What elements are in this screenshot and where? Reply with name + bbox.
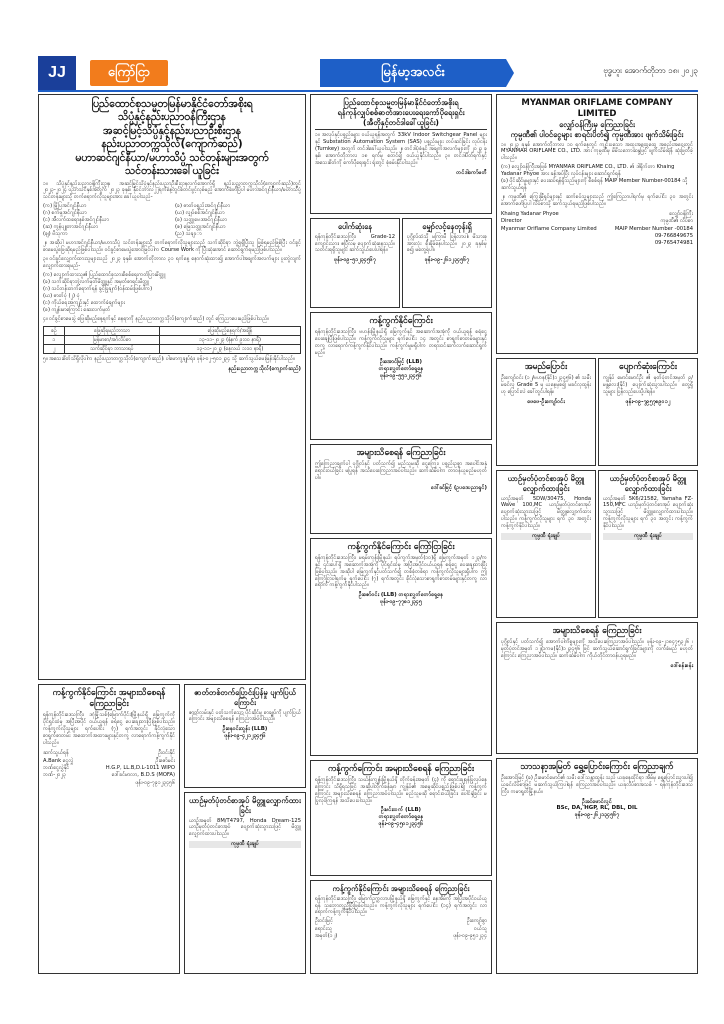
notice-paragraph: ၃။ ဝင်ခွင့်လျှောက်ထားသူများသည် ၂၀၂၃ ခုနှစ်၊ အောက်တိုဘာလ ၃၁ ရက်နေ့ နောက်ဆုံးထား၍ အောက်ပါအချက်အလက်များ ပူးတွဲလျက် လျှောက်ထားရမည်- bbox=[43, 256, 301, 269]
notice-title: ပျောက်ဆုံးကြောင်း bbox=[619, 362, 677, 372]
list-item: (ခ) ဓာတ်ပစ္စည်းအင်ဂျင်နီယာ bbox=[175, 203, 231, 210]
notice-title: (အီတိုနှင့်တင်ဒါခေါ်ယူခြင်း) bbox=[363, 117, 439, 127]
exam-schedule-table bbox=[43, 326, 301, 355]
notice-title: ပြည်ထောင်စုသမ္မတမြန်မာနိုင်ငံတော်အစိုးရ bbox=[343, 98, 459, 107]
notice-body: ဤကြေညာချက်ပါ ပုဂ္ဂိုလ်နှင့် ပတ်သက်၍ မည်သူမဆို ငွေကြေး၊ ပစ္စည်းဥစ္စာ အပေါင်အနှံ ရောင်းဝယ်ခြင်း မပြုရန် အသိပေးကြေညာအပ်ပါသည်။ ဆက်ဆံမိပါက တာဝန်ယူမည်မဟုတ်ပါ။ bbox=[315, 461, 487, 481]
contact-row: A.Bank ငွေလွှဲ ဦးဇော်မင်း bbox=[43, 757, 175, 764]
notice-title: ကန့်ကွက်နိုင်ကြောင်း အများသိစေရန် ကြေညာခြင်း bbox=[52, 688, 166, 710]
relocation-notice bbox=[496, 758, 698, 974]
notice-subtitle: လျှော်ဝန်ကြီးမှ ကြေညာခြင်း bbox=[559, 120, 635, 130]
notice-body: ၁။ ၂၀၂၃ ခုနှစ် အောက်တိုဘာလ ၁၀ ရက်နေ့တွင် ကျင်းပသော အထူးအထွေထွေ အစည်းအဝေးတွင် MYANMAR ORIFLAME CO., LTD. အား ကုမ္ပဏီမှ မိမိသဘောဆန္ဒဖြင့် ဖျက်သိမ်းရန် ဆုံးဖြတ်ခဲ့ပါသည်။ bbox=[501, 141, 693, 162]
university-admission-notice bbox=[38, 94, 306, 680]
notice-title: ယာဉ်မှတ်ပုံတင်စာအုပ် မိတ္တူလျှောက်ထားခြင်း bbox=[189, 796, 301, 815]
notice-title: သာသနာ့အမြတ် ရွှေ့ပြောင်းကြောင်း ကြေညာချက် bbox=[520, 762, 674, 772]
vehicle-registration-notice bbox=[598, 470, 698, 618]
contact-row: Myanmar Oriflame Company Limited MAIP Member Number -00184 bbox=[501, 225, 693, 232]
notice-body: ယာဉ်အမှတ် 5K6/21582, Yamaha FZ-150,MFC ယာဉ်မှတ်ပုံတင်စာအုပ် ပျောက်ဆုံးသွားသဖြင့် မိတ္တူလျှောက်ထားပါသည်။ ကန့်ကွက်လိုသူများ ရက် ၃၀ အတွင်း ကန့်ကွက်နိုင်ပါသည်။ bbox=[603, 495, 693, 529]
issue-date: ဗုဒ္ဓဟူး အောက်တိုဘာ ၁၈၊ ၂၀၂၃ bbox=[603, 66, 698, 75]
notice-body: ရန်ကုန်တိုင်းဒေသကြီး၊ ဒဂုံမြို့သစ်(မြောက်ပိုင်း)မြို့နယ်ရှိ မြေကွက်ကို ပိုင်ရှင်ထံမှ အပြီးအပိုင် ဝယ်ယူရန် စရံငွေ ပေးချေထားပြီးဖြစ်ပါသည်။ ကန့်ကွက်လိုသူများ ရက်ပေါင်း (၇) ရက်အတွင်း ခိုင်လုံသော စာရွက်စာတမ်း အထောက်အထားများနှင့်တကွ လာရောက်ကန့်ကွက်နိုင်ပါသည်။ bbox=[43, 712, 175, 746]
table-header: စဉ် bbox=[44, 326, 65, 335]
notice-signature: ကုမ္ပဏီ ရုံးချုပ် bbox=[189, 841, 301, 848]
notice-body: ယာဉ်အမှတ် 8M/T4797, Honda Dream-125 ယာဉ်မှတ်ပုံတင်စာအုပ် ပျောက်ဆုံးသွားသဖြင့် မိတ္တူလျှောက်ထားပါသည်။ bbox=[189, 817, 301, 838]
header-divider bbox=[38, 90, 698, 92]
missing-person-notice bbox=[310, 218, 400, 308]
contact-row: ဘဏ်ငွေလွှဲနိုင် H.G.P, LL.B,D.L-1011 WIPO bbox=[43, 764, 175, 771]
objection-notice bbox=[310, 312, 492, 440]
notice-signature: ဦးနေဝင်းထွန်း (LLB) ဖုန်း-၀၉-၄၂၁၂၃၄၅၆ bbox=[222, 726, 268, 739]
notice-title: ပြည်ထောင်စုသမ္မတမြန်မာနိုင်ငံတော်အစိုးရ သိပ္ပံနှင့်နည်းပညာဝန်ကြီးဌာန အဆင့်မြင့်သိပ္ပံနှင့်နည်းပညာဦးစီးဌာန နည်းပညာတက္ကသိုလ်(ကျောက်ဆည်) မဟာဆင်ဂျင်နီယာ/မဟာသိပ္ပံ သင်တန်းများအတွက် သင်တန်းသားခေါ်ယူခြင်း bbox=[75, 98, 269, 178]
notice-body: ကျွန်ုပ် မောင်မောင်ဦး ၏ မှတ်ပုံတင်အမှတ် ၉/မန္တလေး(နိုင်) ပျောက်ဆုံးသွားပါသည်။ တွေ့ရှိသူများ ပြန်လည်ပေးပို့ပါရန်။ bbox=[603, 375, 693, 395]
notice-body: ၁။ အလုပ်နှင့်ပစ္စည်းများ ဝယ်ယူရန်အတွက် 33kV Indoor Switchgear Panel များနှင့် Substation Automation System (SAS) ပစ္စည်းများ တပ်ဆင်ခြင်း လုပ်ငန်း (Turnkey) အတွက် တင်ဒါခေါ်ယူပါသည်။ ၂။ တင်ဒါပုံစံနှင့် အချက်အလက်များကို ၂၀၂၃ ခုနှစ်၊ အောက်တိုဘာလ ၁၈ ရက်မှ စတင်၍ ဝယ်ယူနိုင်ပါသည်။ ၃။ တင်ဒါပိတ်ရက်နှင့် အသေးစိတ်ကို ကော်ပိုရေးရှင်း ရုံးတွင် စုံစမ်းနိုင်ပါသည်။ bbox=[315, 132, 487, 166]
notice-paragraph: ၄။ ဝင်ခွင့်စာမေးပွဲ ဖြေဆိုမည့်နေ့ရက်နှင့် နေရာကို နည်းပညာတက္ကသိုလ်(ကျောက်ဆည်) တွင် ကြေညာပေးမည်ဖြစ်ပါသည်။ bbox=[43, 315, 269, 322]
notice-signature: နည်းပညာတက္ကသိုလ်(ကျောက်ဆည်) bbox=[228, 366, 301, 373]
list-item: (ခ) သက်ဆိုင်ရာဘွဲ့လက်မှတ်မိတ္တူနှင့် အမှတ်စာရင်းမိတ္တူ bbox=[43, 278, 149, 285]
objection-notice bbox=[310, 538, 492, 756]
course-list bbox=[43, 203, 301, 238]
notice-signature: ဦးခင်မောင်လွင် BSc, DA, HGP, RL, DBL, DIL ဖုန်း-၀၉-၂၆၂၁၃၄၅၆၇ bbox=[556, 798, 638, 819]
list-item: (င) အီလက်ထရောနစ်အင်ဂျင်နီယာ bbox=[43, 217, 109, 224]
public-warning-notice bbox=[496, 622, 698, 754]
power-tender-notice bbox=[310, 94, 492, 214]
company-name: MYANMAR ORIFLAME COMPANY LIMITED bbox=[521, 98, 673, 120]
contact-block bbox=[501, 211, 693, 247]
list-item: (က) မြို့ပြအင်ဂျင်နီယာ bbox=[43, 203, 87, 210]
vehicle-registration-notice bbox=[496, 470, 596, 618]
notice-body: ရန်ကုန်တိုင်းဒေသကြီး၊ ဗဟန်းမြို့နယ်ရှိ မြေကွက်နှင့် အဆောက်အအုံကို ဝယ်ယူရန် စရံငွေပေးချေပြီးဖြစ်ပါသည်။ ကန့်ကွက်လိုသူများ ရက်ပေါင်း ၁၄ အတွင်း စာရွက်စာတမ်းများနှင့်တကွ လာရောက်ကန့်ကွက်နိုင်ပါသည်။ ကန့်ကွက်မှုမရှိပါက တရားဝင်ဆက်လက်ဆောင်ရွက်မည်။ bbox=[315, 329, 487, 356]
table-header: ဖြေဆိုမည့်နေ့ရက်/အချိန် bbox=[160, 326, 301, 335]
list-item: (ဆ) ကွန်ပျူတာအင်ဂျင်နီယာ bbox=[43, 224, 99, 231]
list-item: (စ) ကျန်းမာကြောင်း ဆေးလက်မှတ် bbox=[43, 306, 111, 313]
objection-notice bbox=[310, 880, 492, 974]
contact-row: 09-765474981 bbox=[654, 240, 693, 247]
table-row: ၂ သက်ဆိုင်ရာ ဘာသာရပ် ၁၃-၁၁-၂၀၂၃ (နေ့လယ် ၁:၀၀ နာရီ) bbox=[44, 345, 301, 354]
notice-signature: ဦးအောင်မြင့် (LLB) တရားလွှတ်တော်ရှေ့နေ ဖုန်း-၀၉-၅၅၁၂၃၄၅၆ bbox=[378, 359, 424, 379]
notice-body: ရန်ကုန်တိုင်းဒေသကြီး၊ သင်္ဃန်းကျွန်းမြို့နယ်ရှိ တိုက်ခန်းအမှတ် (၄) ကို ရောင်းချရန်ပြုလုပ်နေကြောင်း သိရှိရသဖြင့် အဆိုပါတိုက်ခန်းမှာ ကျွန်ုပ်၏ အမွေဆိုင်ပစ္စည်းဖြစ်ပါ၍ ကန့်ကွက်ကြောင်း အများသိစေရန် ကြေညာအပ်ပါသည်။ မည်သူမဆို ရောင်းဝယ်ခြင်း၊ ပေါင်နှံခြင်း မပြုလုပ်ကြရန် အသိပေးပါသည်။ bbox=[315, 777, 487, 804]
notice-body: ယာဉ်အမှတ် 5DW/30475, Honda Wave 100,MC ယာဉ်မှတ်ပုံတင်စာအုပ် ပျောက်ဆုံးသွားသဖြင့် မိတ္တူလျှောက်ထားပါသည်။ ကန့်ကွက်လိုသူများ ရက် ၃၀ အတွင်း ကန့်ကွက်နိုင်ပါသည်။ bbox=[501, 495, 591, 529]
list-item: (င) ကိုယ်ရေးအကျဉ်းနှင့် ထောက်ခံချက်များ bbox=[43, 299, 125, 306]
notice-signature: ဖေဖေ-ဦးကျော်ဝင်း bbox=[527, 398, 565, 405]
vehicle-registration-notice bbox=[184, 792, 306, 974]
objection-notice bbox=[310, 760, 492, 876]
missing-person-notice bbox=[402, 218, 492, 308]
notice-body: ရန်ကုန်တိုင်းဒေသကြီး၊ မြောက်ဥက္ကလာပမြို့နယ်ရှိ မြေကွက်နှင့် နေအိမ်ကို အပြီးအပိုင်ဝယ်ယူရန် သဘောတူညီပြီးဖြစ်ပါသည်။ ကန့်ကွက်လိုသူများ ရက်ပေါင်း (၁၄) ရက်အတွင်း လာရောက်ကန့်ကွက်နိုင်ပါသည်။ bbox=[315, 895, 487, 916]
contact-block bbox=[315, 918, 487, 940]
contact-row: ဆက်သွယ်ရန် ဦးဝင်းနိုင် bbox=[43, 750, 175, 757]
notice-title: အများသိစေရန် ကြေညာခြင်း bbox=[552, 626, 642, 636]
notice-paragraph: ၅။ အသေးစိတ်သိရှိလိုပါက နည်းပညာတက္ကသိုလ်(ကျောက်ဆည်)၊ ပါမောက္ခချုပ်ရုံး၊ ဖုန်း-၀၂-၅၀၁၂၃၄ သို့ ဆက်သွယ်မေးမြန်းနိုင်ပါသည်။ bbox=[43, 356, 295, 363]
oriflame-liquidation-notice bbox=[496, 94, 698, 354]
list-item: (ည) သချၤာ bbox=[175, 231, 202, 238]
notice-signature: ကုမ္ပဏီ ရုံးချုပ် bbox=[603, 533, 693, 540]
list-item: (ခ) ပိုင်ဆိုင်မှုများနှင့် ပေးဆပ်ရန်ရှိသည်များကို စိစစ်ရန် MAIP Member Number-00184 သို့ ဆက်သွယ်ရန် bbox=[501, 178, 688, 192]
list-item: (က) လျှောက်ထားသူ၏ ပြည်ထောင်စုသားစိစစ်ရေးကတ်ပြားမိတ္တူ bbox=[43, 271, 166, 278]
notice-body: ရန်ကုန်တိုင်းဒေသကြီး၊ မရမ်းကုန်းမြို့နယ်၊ ရပ်ကွက်အမှတ်(၁၀)ရှိ မြေကွက်အမှတ် ၁၂၃/က နှင့် ၎င်းပေါ်ရှိ အဆောက်အအုံကို ပိုင်ရှင်ထံမှ အပြီးအပိုင်ဝယ်ယူရန် စရံငွေ ပေးချေထားပြီးဖြစ်ပါသည်။ အဆိုပါ မြေကွက်နှင့်ပတ်သက်၍ တစ်စုံတစ်ရာ ကန့်ကွက်လိုသူများရှိပါက ဤကြော်ငြာပါရက်မှ ရက်ပေါင်း (၇) ရက်အတွင်း ခိုင်လုံသောစာရွက်စာတမ်းများနှင့်တကွ လာရောက် ကန့်ကွက်နိုင်ပါသည်။ bbox=[315, 555, 487, 589]
newspaper-logo: မြန်မာ့အလင်း bbox=[320, 59, 506, 87]
notice-signature: ကုမ္ပဏီ ရုံးချုပ် bbox=[501, 533, 591, 540]
contact-row: Khaing Yadanar Phyoe လျှော်ဝန်ကြီး bbox=[501, 210, 693, 217]
notice-body: ရန်ကုန်တိုင်းဒေသကြီး၊ Grade-12 ကျောင်းသား၊ ဧပြီလမှ ပျောက်ဆုံးနေသည်။ သတင်းရရှိသူများ ဆက်သွယ်ပေးပါရန်။ bbox=[315, 233, 395, 254]
list-item: (စ) သတ္တုဗေဒအင်ဂျင်နီယာ bbox=[175, 217, 228, 224]
notice-title: ပေါက်ဆုံးနေ bbox=[337, 222, 373, 231]
table-header: ဖြေဆိုရမည့်ဘာသာ bbox=[64, 326, 159, 335]
name-change-notice bbox=[496, 358, 596, 466]
list-item: (ဃ) လျှပ်စစ်အင်ဂျင်နီယာ bbox=[175, 210, 225, 217]
cancellation-notice bbox=[184, 684, 306, 788]
notice-body: ဦးအောင်မြင့် (ခ) ဦးမောင်မောင်၏ သမီး ဒေါ်သန္တာထွန်း သည် ယခုနေထိုင်ရာ အိမ်မှ ရွှေ့ပြောင်းသွားပါ၍ ယခင်လိပ်စာဖြင့် မဆက်သွယ်ကြပါရန် ကြေညာအပ်ပါသည်။ ယခုလိပ်စာအသစ် - ရန်ကုန်တိုင်းဒေသကြီး၊ ကမာရွတ်မြို့နယ်။ bbox=[501, 775, 694, 795]
page-header bbox=[38, 56, 698, 90]
notice-title: အမည်ပြောင်း bbox=[524, 362, 568, 372]
notice-intro: ၁။ သိပ္ပံနှင့်နည်းပညာဝန်ကြီးဌာန၊ အဆင့်မြင့်သိပ္ပံနှင့်နည်းပညာဦးစီးဌာနလက်အောက်ရှိ နည်းပညာတက္ကသိုလ်(ကျောက်ဆည်)တွင် ၂၀၂၃-၂၀၂၄ ပညာသင်နှစ်အတွက် ၂၀၂၃ ခုနှစ်၊ နိုဝင်ဘာလ၂၂ရက်နေ့တွင်စတင်ဖွင့်လှစ်မည့် အောက်ဖော်ပြပါ မဟာအင်ဂျင်နီယာ/မဟာသိပ္ပံ သင်တန်းများသို့ တက်ရောက်လိုသူများအား ခေါ်ယူပါသည်- bbox=[43, 180, 301, 201]
contact-row: ဖုန်း-၀၉-၇၉၁၂၃၄၅၆ bbox=[135, 779, 175, 786]
notice-signature: တင်ဒါကော်မတီ bbox=[456, 169, 487, 176]
lost-item-notice bbox=[598, 358, 698, 466]
notice-signature: ဦးဇော်ဝင်း (LLB) တရားလွှတ်တော်ရှေ့နေ ဖုန်း-၀၉-၇၇၈၁၂၃၄၅ bbox=[358, 592, 444, 606]
requirement-list bbox=[43, 272, 301, 314]
notice-signature: ဦးမင်းထက် (LLB) တရားလွှတ်တော်ရှေ့နေ ဖုန်း-၀၉-၄၅၀၁၂၃၄၅၆ bbox=[378, 807, 424, 827]
contact-phone: ဖုန်း-၀၉-၅၁၂၃၄၅၆၇ bbox=[334, 257, 376, 264]
page-number-badge: JJ bbox=[38, 56, 76, 90]
contact-block bbox=[43, 750, 175, 786]
item-list bbox=[501, 164, 693, 192]
objection-notice bbox=[38, 684, 180, 974]
contact-row: 09-766849675 bbox=[654, 232, 693, 239]
notice-title: ယာဉ်မှတ်ပုံတင်စာအုပ် မိတ္တူလျှောက်ထားခြင်း bbox=[609, 474, 687, 493]
notice-body: ပုဂ္ဂိုလ်နှင့် ပတ်သက်၍ အောက်ပါကိစ္စများကို အသိပေးကြေညာအပ်ပါသည်။ ဖုန်း-၀၉-၂၁၈၄၇၅၃၂၆ ၊ မှတ်ပုံတင်အမှတ် ၁၂/ဥကမ(နိုင်)၁၂၃၄၅၆ ဖြင့် ဆက်သွယ်ဆောင်ရွက်ခြင်းများကို လက်ခံမည် မဟုတ်ကြောင်း ကြေညာအပ်ပါသည်။ ဆက်ဆံမိပါက ကိုယ်တိုင်တာဝန်ယူရမည်။ bbox=[501, 639, 693, 659]
notice-title: မျှော်လင့်နေတုန်းရှိ bbox=[422, 222, 472, 231]
notice-body: ဦးကျော်ဝင်း (၁၂/ဗဟန(နိုင်)၁၂၃၄၅၆) ၏ သမီး မခင်လှ Grade 5 မှ ယနေ့မှစ၍ မခင်လှထွန်း ဟု ပြောင်းလဲ ခေါ်တွင်ပါရန်။ bbox=[501, 375, 591, 395]
list-item: (ဃ) ဓာတ်ပုံ (၂) ပုံ bbox=[43, 292, 80, 299]
public-warning-notice bbox=[310, 444, 492, 534]
contact-phone: ဖုန်း-၀၉-၂၆၁၂၃၄၅၆၇ bbox=[424, 257, 470, 264]
notice-signature: ဒေါ်စန်းစန်း bbox=[670, 662, 693, 669]
notice-body: ဇာတ်လမ်းနှင့် ပတ်သက်သော ပိုင်ဆိုင်မှု စာချုပ်ကို ပျက်ပြယ်ကြောင်း အများသိစေရန် ကြေညာအပ်ပါသည်။ bbox=[189, 709, 301, 723]
notice-title: ကန့်ကွက်နိုင်ကြောင်း အများသိစေရန် ကြေညာခြင်း bbox=[332, 884, 470, 893]
notice-title: ဇာတ်တစ်တက်ပြောင်းပြန်မှု ပျက်ပြယ်ကြောင်း bbox=[194, 688, 296, 707]
notice-body: ပုဂ္ဂိုလ်ထံသို့ မကြာမီ ပြန်လာပါ။ မိသားစုအားလုံး စိုးရိမ်နေပါသည်။ ၂၀၂၃ ခုနှစ်မှ စ၍ မတွေ့ရပါ။ bbox=[407, 233, 487, 254]
contact-row: Director ကုမ္ပဏီ၏ လိပ်စာ bbox=[501, 218, 693, 225]
section-label: ကြော်ငြာ bbox=[90, 60, 168, 86]
list-item: (ဂ) စက်မှုအင်ဂျင်နီယာ bbox=[43, 210, 87, 217]
notice-title: ကန့်ကွက်နိုင်ကြောင်း bbox=[369, 316, 433, 326]
notice-signature: ဒေါ်ခင်မြင့် (ဥပဒေပညာရှင်) bbox=[431, 484, 487, 491]
notice-title: ကန့်ကွက်နိုင်ကြောင်း ကြော်ငြာခြင်း bbox=[347, 542, 455, 552]
list-item: (ဇ) မြေသတ္တုအင်ဂျင်နီယာ bbox=[175, 224, 226, 231]
notice-title: ယာဉ်မှတ်ပုံတင်စာအုပ် မိတ္တူလျှောက်ထားခြင်း bbox=[507, 474, 585, 493]
notice-title: အများသိစေရန် ကြေညာခြင်း bbox=[356, 448, 446, 458]
list-item: (ဈ) ဗိသုကာ bbox=[43, 231, 68, 238]
contact-row: ဘဏ်-၂၀၂၃ ဒေါ်ခင်မာလာ, B.D.S (MOFA) bbox=[43, 772, 175, 779]
table-row: ၁ မြန်မာစာ/အင်္ဂလိပ်စာ ၁၃-၁၁-၂၀၂၃ (နံနက် ၉:၀၀ နာရီ) bbox=[44, 335, 301, 344]
contact-phone: ဖုန်း-၀၉-၇၉၅၇၈၉၀၁၂ bbox=[625, 398, 671, 405]
notice-title: ကုမ္ပဏီ၏ ပါဝင်ငွေများ စာရင်းပိတ်၍ ကုမ္ပဏီအား ဖျက်သိမ်းခြင်း bbox=[510, 129, 684, 139]
contact-row: ရောင်းသူ ဝယ်သူ bbox=[315, 925, 487, 932]
list-item: (က) လျှော်ဝန်ကြီးအဖြစ် MYANMAR ORIFLAME CO., LTD. ၏ ဒါရိုက်တာ Khaing Yadanar Phyoe အား ခန့်အပ်ပြီး လုပ်ငန်းများ ဆောင်ရွက်ရန် bbox=[501, 164, 675, 178]
notice-paragraph: ၂။ အဆိုပါ မဟာအင်ဂျင်နီယာ/မဟာသိပ္ပံ သင်တန်းများသို့ တက်ရောက်လိုသူများသည် သက်ဆိုင်ရာ ဘွဲ့ရရှိပြီးသူ ဖြစ်ရမည်ဖြစ်ပြီး ဝင်ခွင့်စာမေးပွဲဖြေဆိုရမည်ဖြစ်ပါသည်။ ဝင်ခွင့်စာမေးပွဲအောင်မြင်ပါက Course Work ကို ပြီးဆုံးအောင် ဆောင်ရွက်ရမည်ဖြစ်ပါသည်။ bbox=[43, 240, 301, 254]
list-item: (ဂ) သင်တန်းတက်ရောက်ရန် ခွင့်ပြုချက်(ဝန်ထမ်းဖြစ်ပါက) bbox=[43, 285, 153, 292]
notice-title: ကန့်ကွက်ကြောင်း အများသိစေရန် ကြေညာခြင်း bbox=[327, 764, 475, 774]
contact-row: အမှတ်(၁၂) ဖုန်း-၀၉-၉၅၁၂၃၄ bbox=[315, 932, 487, 939]
contact-row: ဦးဝင်းမြင့် ဦးကျော်စွာ bbox=[315, 918, 487, 925]
notice-body: ၂။ ကုမ္ပဏီ၏ ကြွေးမြီရှင်များနှင့် ဆက်စပ်သူများသည် ဤကြေညာပါရက်မှ ရက်ပေါင်း ၃၀ အတွင်း အောက်ဖော်ပြပါ လိပ်စာသို့ ဆက်သွယ်ရမည်ဖြစ်ပါသည်။ bbox=[501, 194, 693, 208]
notice-title: ရန်ကုန်လျှပ်စစ်ဓာတ်အားပေးရေးကော်ပိုရေးရှင်း bbox=[337, 107, 465, 117]
